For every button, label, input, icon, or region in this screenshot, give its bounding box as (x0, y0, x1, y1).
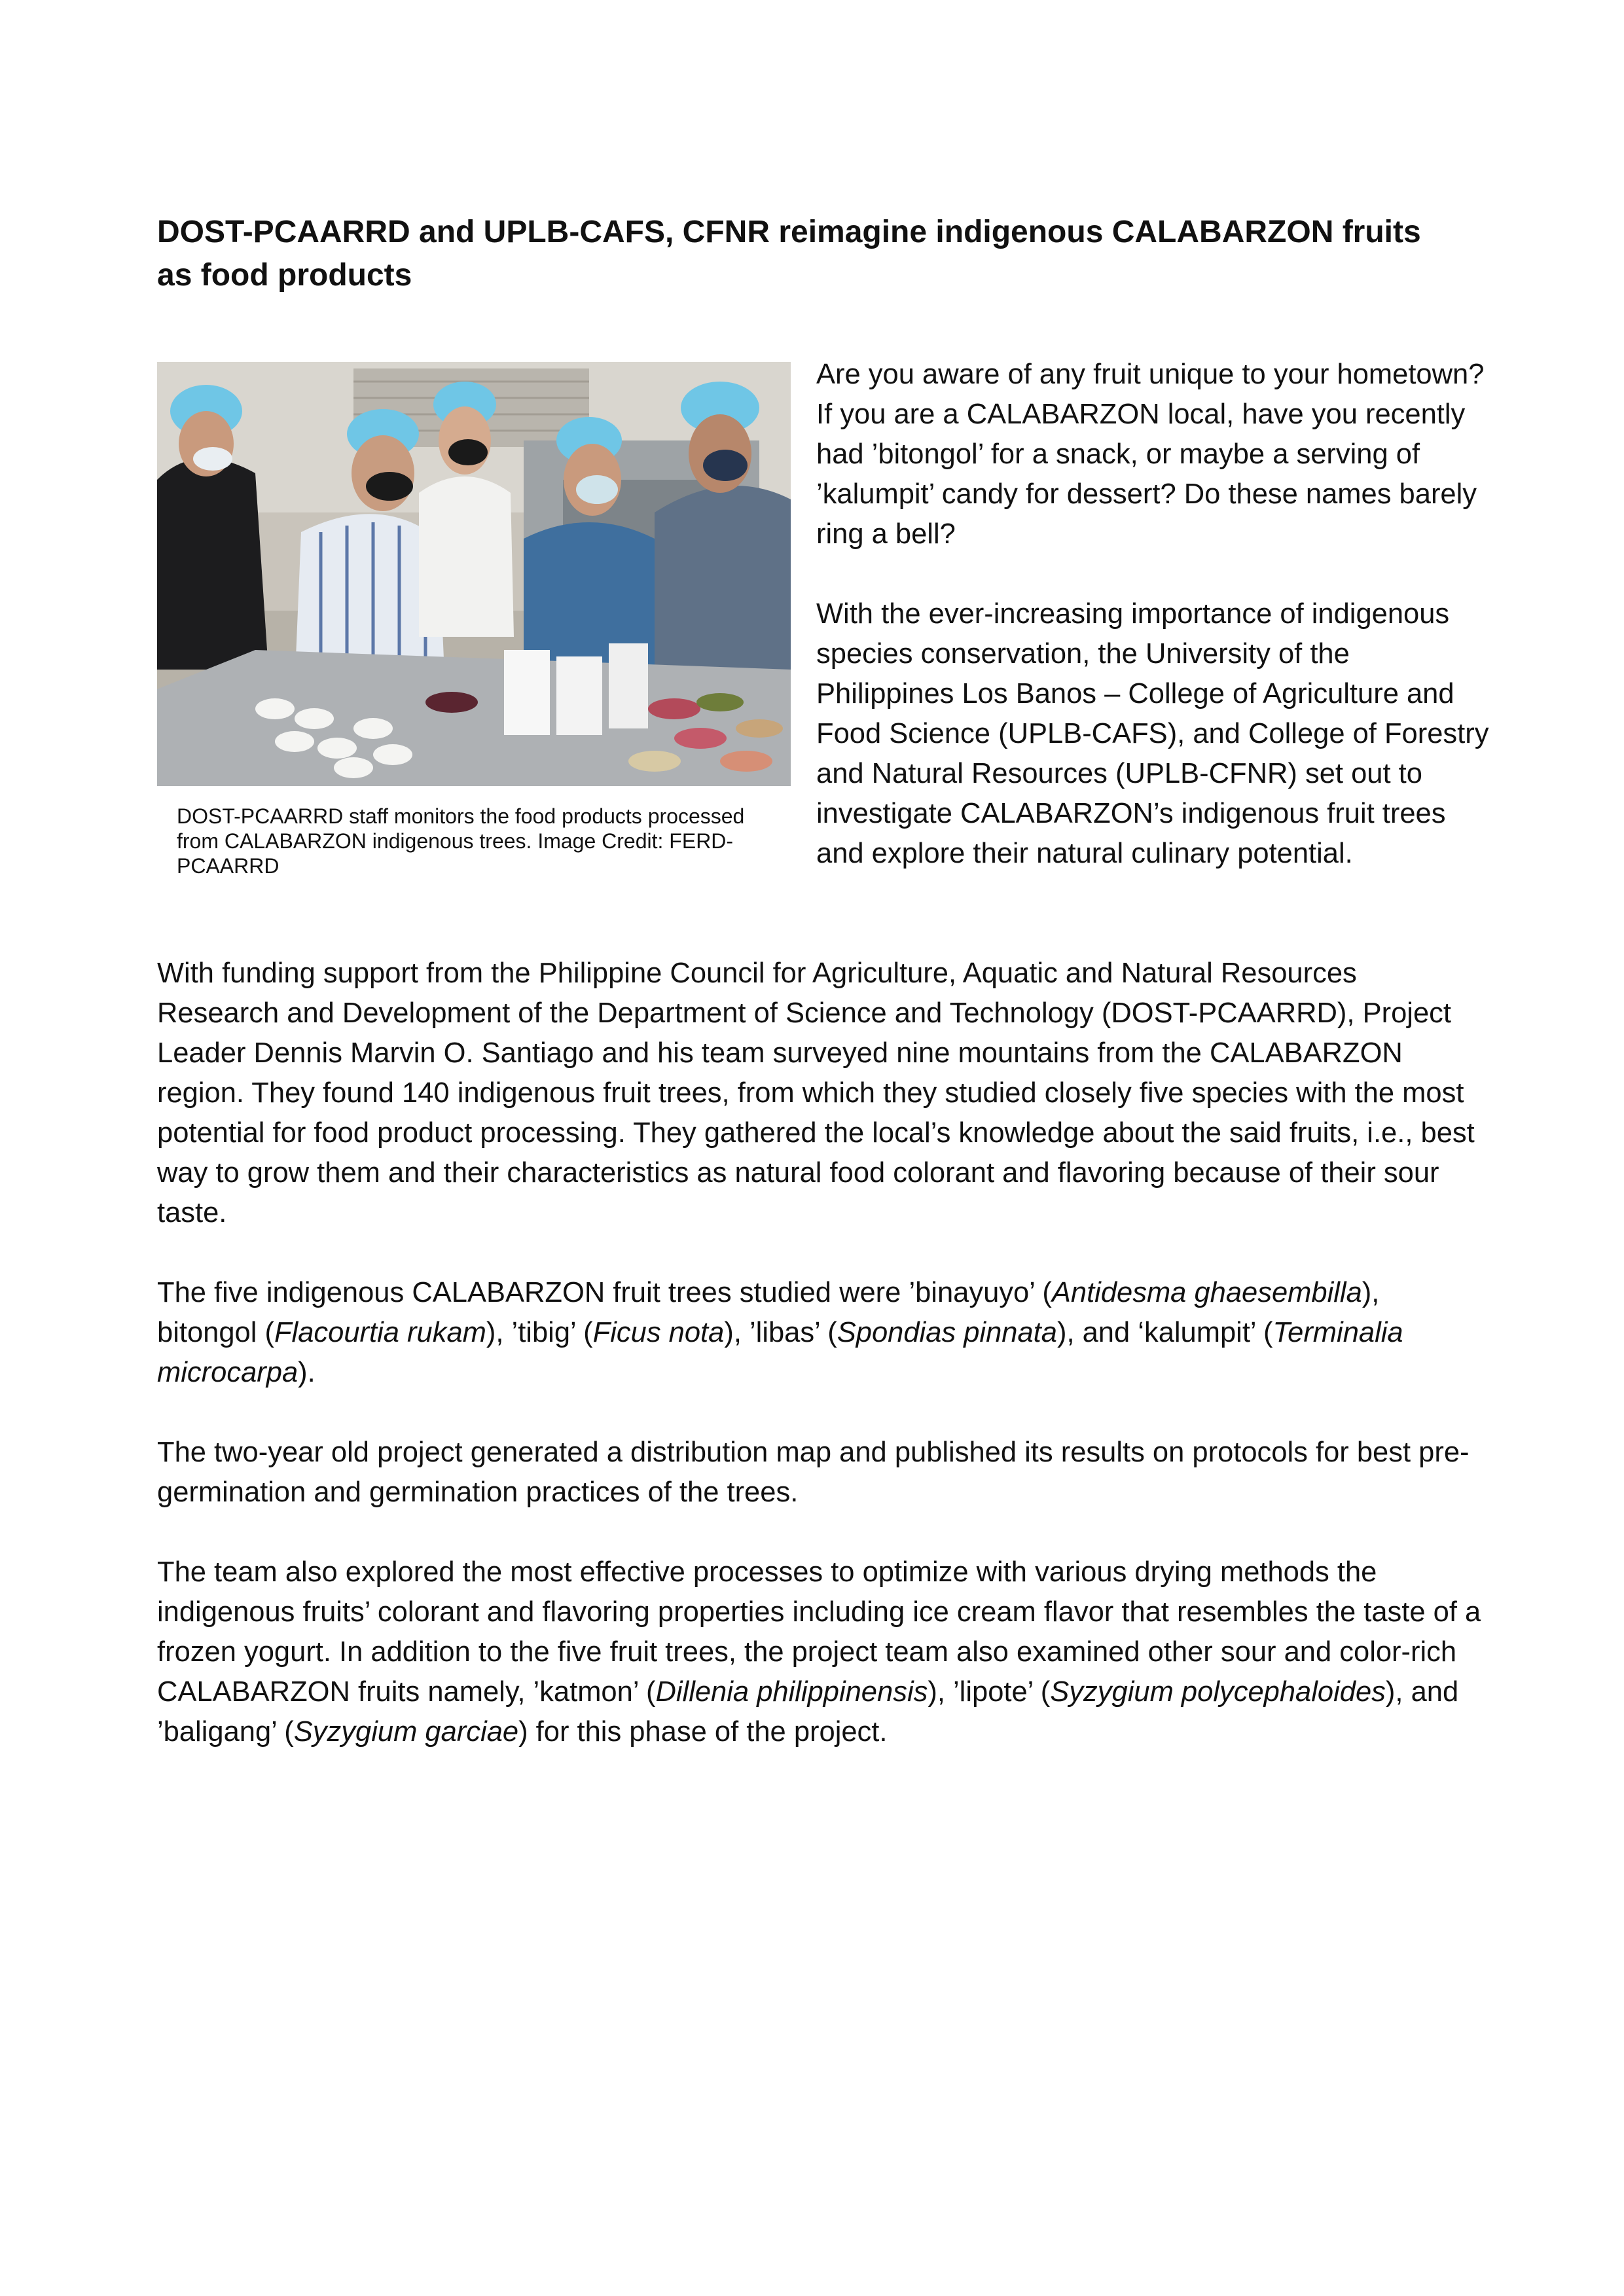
species-name: Flacourtia rukam (274, 1317, 486, 1348)
article-title: DOST-PCAARRD and UPLB-CAFS, CFNR reimagine indigenous CALABARZON fruits as food products (157, 215, 1421, 293)
species-name: Ficus nota (592, 1317, 725, 1348)
photo-illustration (157, 362, 791, 786)
species-name: Terminalia microcarpa (157, 1317, 1403, 1388)
main-body (157, 954, 1486, 1752)
intro-paragraph-2: With the ever-increasing importance of indigenous species conservation, the University of the Philippines Los Banos – College of Agriculture and Food Science (UPLB-CAFS), and College of Forestry and Natural Resources (UPLB-CFNR) set out to investigate CALABARZON’s indigenous fruit trees and explore their natural culinary potential. (816, 598, 1489, 869)
species-name: Antidesma ghaesembilla (1051, 1277, 1362, 1308)
species-name: Syzygium polycephaloides (1050, 1676, 1386, 1708)
results-paragraph: The two-year old project generated a distribution map and published its results on protocols for best pre-germination and germination practices of the trees. (157, 1437, 1470, 1508)
species-name: Dillenia philippinensis (655, 1676, 928, 1708)
species-name: Syzygium garciae (293, 1716, 519, 1748)
team-paragraph: The team also explored the most effective processes to optimize with various drying methods the indigenous fruits’ colorant and flavoring properties including ice cream flavor that resembles the taste of a frozen yogurt. In addition to the five fruit trees, the project team also examined other sour and color-rich CALABARZON fruits namely, ’katmon’ (Dillenia philippinensis), ’lipote’ (Syzygium polycephaloides), and ’baligang’ (Syzygium garciae) for this phase of the project. (157, 1556, 1481, 1748)
article-photo (157, 362, 791, 786)
funding-paragraph: With funding support from the Philippine Council for Agriculture, Aquatic and Natural Resources Research and Development of the Department of Science and Technology (DOST-PCAARRD), Project Leader Dennis Marvin O. Santiago and his team surveyed nine mountains from the CALABARZON region. They found 140 indigenous fruit trees, from which they studied closely five species with the most potential for food product processing. They gathered the local’s knowledge about the said fruits, i.e., best way to grow them and their characteristics as natural food colorant and flavoring because of their sour taste. (157, 958, 1475, 1229)
species-name: Spondias pinnata (837, 1317, 1057, 1348)
intro-paragraph-1: Are you aware of any fruit unique to your hometown? If you are a CALABARZON local, have you recently had ’bitongol’ for a snack, or maybe a serving of ’kalumpit’ candy for dessert? Do these names barely ring a bell? (816, 359, 1485, 550)
intro-column (816, 355, 1490, 874)
species-paragraph: The five indigenous CALABARZON fruit trees studied were ’binayuyo’ (Antidesma ghaesembilla), bitongol (Flacourtia rukam), ’tibig’ (Ficus nota), ’libas’ (Spondias pinnata), and ‘kalumpit’ (Terminalia microcarpa). (157, 1277, 1403, 1388)
image-caption: DOST-PCAARRD staff monitors the food products processed from CALABARZON indigenous trees. Image Credit: FERD-PCAARRD (177, 804, 745, 878)
